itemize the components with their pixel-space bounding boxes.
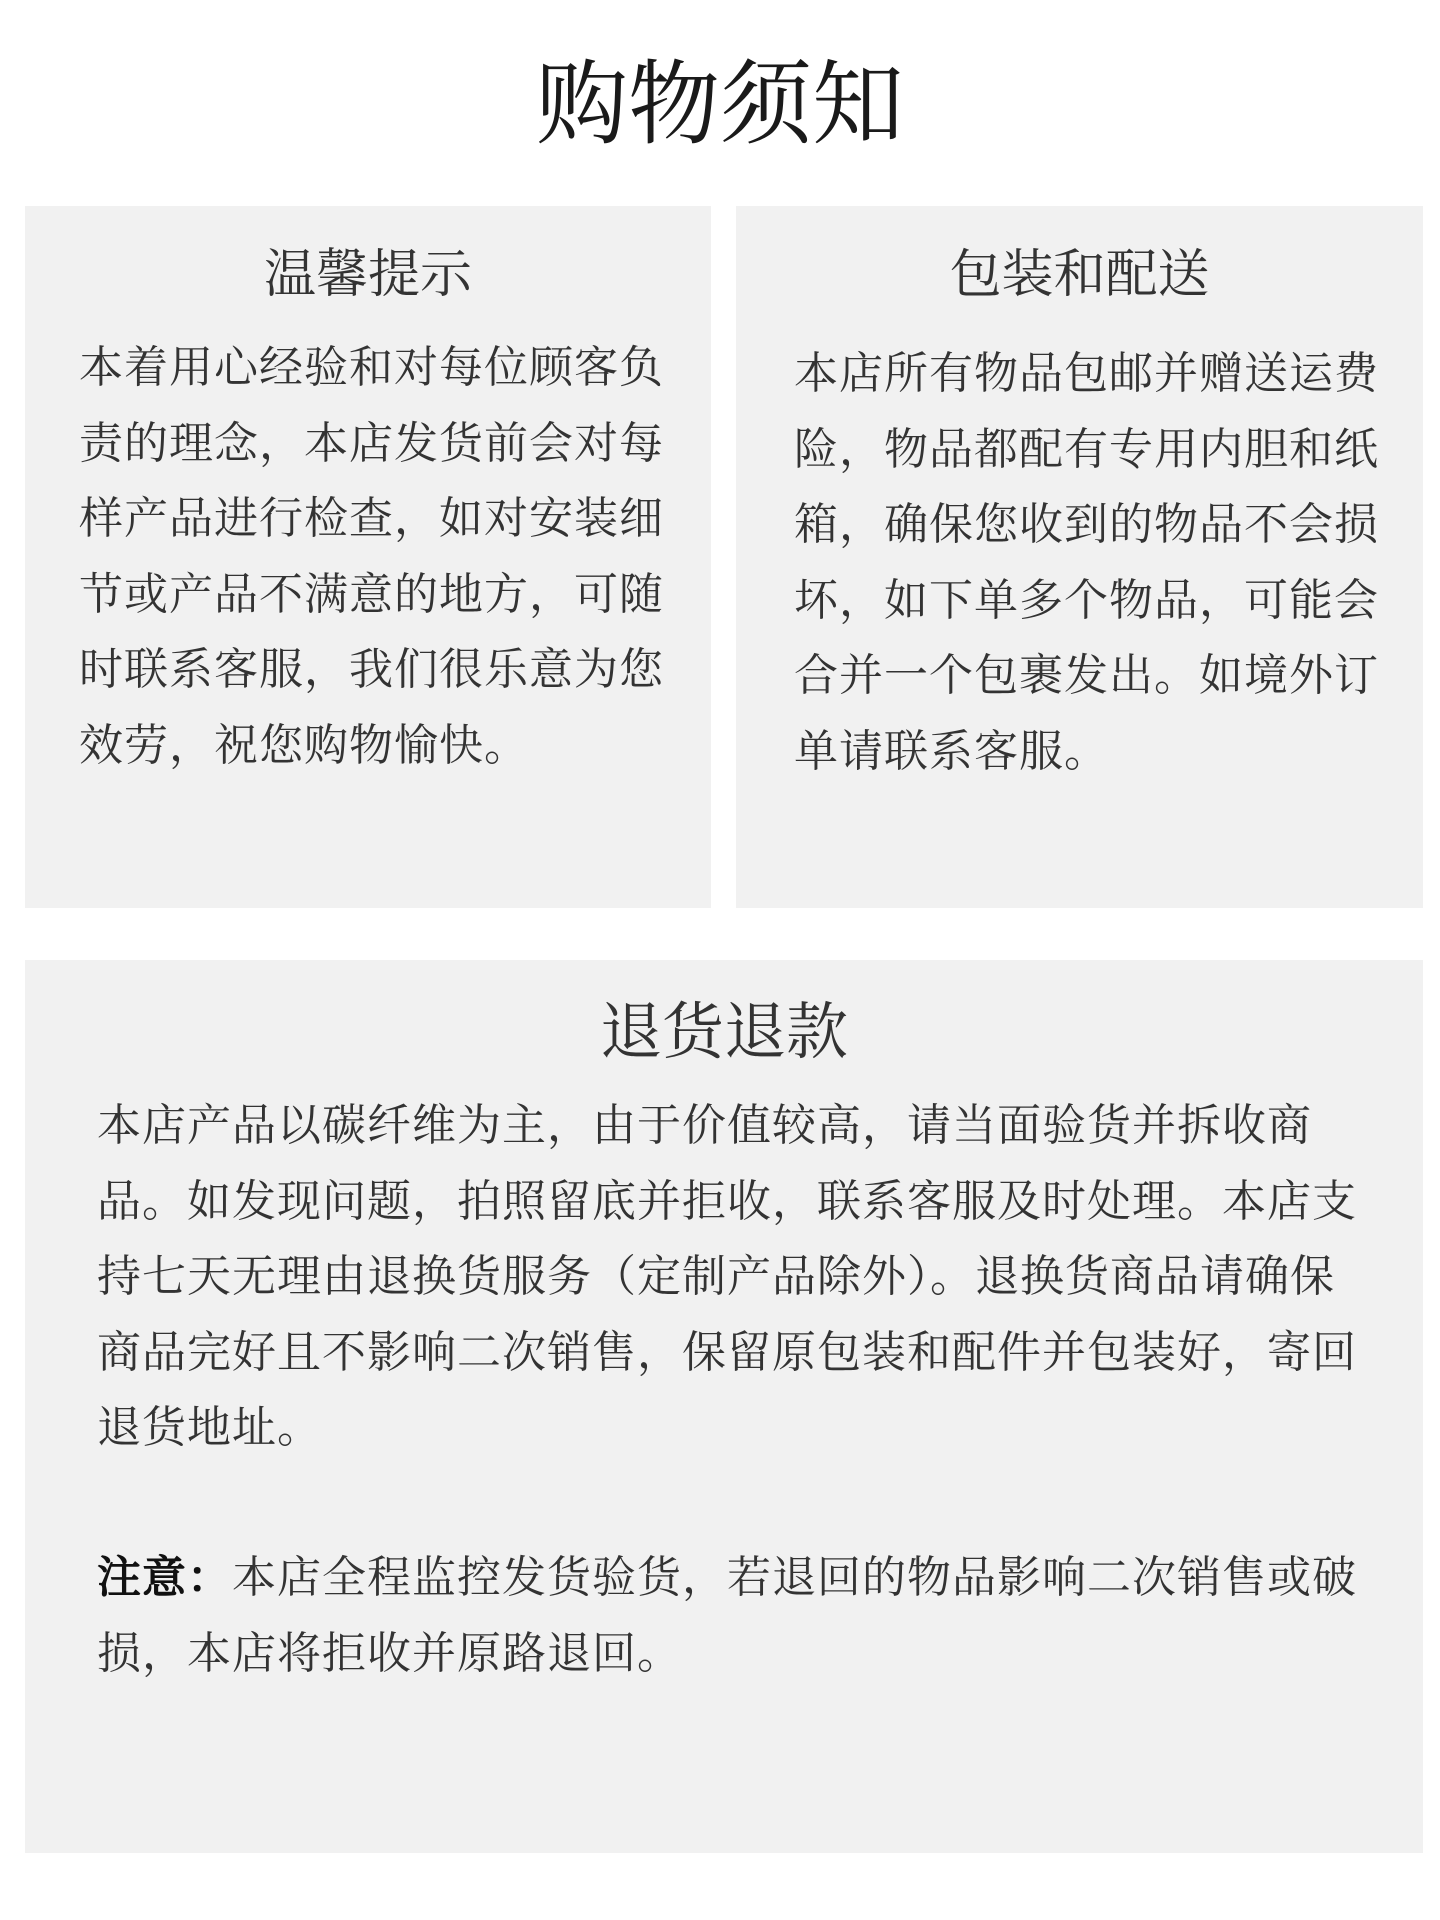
returns-heading: 退货退款 xyxy=(599,995,848,1068)
returns-note xyxy=(97,1540,1357,1691)
tips-heading: 温馨提示 xyxy=(263,245,472,305)
tips-body: 本着用心经验和对每位顾客负责的理念，本店发货前会对每样产品进行检查，如对安装细节或产品不满意的地方，可随时联系客服，我们很乐意为您效劳，祝您购物愉快。 xyxy=(79,342,664,771)
note-text: 本店全程监控发货验货，若退回的物品影响二次销售或破损，本店将拒收并原路退回。 xyxy=(97,1552,1357,1679)
page-title: 购物须知 xyxy=(535,51,904,158)
shipping-heading: 包装和配送 xyxy=(949,245,1210,305)
note-label: 注意： xyxy=(97,1552,232,1603)
returns-body: 本店产品以碳纤维为主，由于价值较高，请当面验货并拆收商品。如发现问题，拍照留底并拒收，联系客服及时处理。本店支持七天无理由退换货服务（定制产品除外）。退换货商品请确保商品完好且不影响二次销售，保留原包装和配件并包装好，寄回退货地址。 xyxy=(97,1100,1357,1453)
shipping-body: 本店所有物品包邮并赠送运费险，物品都配有专用内胆和纸箱，确保您收到的物品不会损坏，如下单多个物品，可能会合并一个包裹发出。如境外订单请联系客服。 xyxy=(794,348,1379,777)
